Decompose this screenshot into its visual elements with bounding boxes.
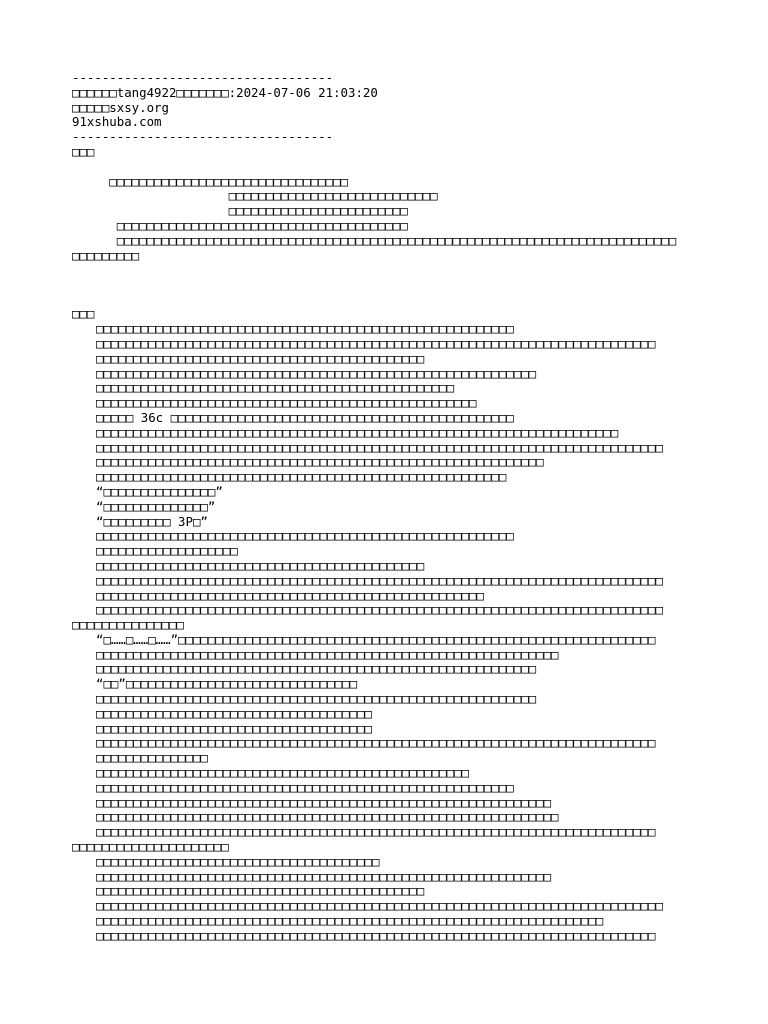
paragraph-line: □□□□□□□□□□□□□□□□□□□□□□□□□□□□□□□□□□□□□□□□□□□□□□□□□□□□□□□□□□□□□□□□□□□□□□	[96, 425, 619, 440]
document-page	[72, 71, 712, 944]
preface-heading: □□□	[72, 144, 95, 159]
section-gap	[72, 263, 712, 307]
paragraph-line: □□□□□□□□□□□□□□□□□□□□□□□□□□□□□□□□□□□□□□□□□□□□	[96, 558, 425, 573]
paragraph-line: □□□□□□□□□□□□□□□□□□□□□□□□□□□□□□□□□□□□□□□□□□□□□□□□□□□□□□□□□□□	[96, 366, 537, 381]
preface-line: □□□□□□□□□	[72, 248, 140, 263]
paragraph-line: □□□□□□□□□□□□□□□□□□□□□□□□□□□□□□□□□□□□□□	[96, 854, 380, 869]
paragraph-line: □□□□□□□□□□□□□□□□□□□□□□□□□□□□□□□□□□□□□□□□□□□□□□□□□□□□□□□□	[96, 780, 514, 795]
paragraph-line: □□□□□□□□□□□□□□□□□□□□□□□□□□□□□□□□□□□□□□□□□□□□□□□□□□□□□□□□	[96, 529, 514, 544]
chapter-body	[72, 322, 712, 943]
paragraph-line: □□□□□□□□□□□□□□□	[72, 618, 184, 633]
preface-line: □□□□□□□□□□□□□□□□□□□□□□□□□□□□□□□□	[72, 174, 349, 189]
preface-line: □□□□□□□□□□□□□□□□□□□□□□□□□□□□□□□□□□□□□□□	[72, 218, 408, 233]
paragraph-line: □□□□□□□□□□□□□□□□□□□□□□□□□□□□□□□□□□□□□	[96, 721, 373, 736]
paragraph-line: □□□□□□□□□□□□□□□□□□□□□□□□□□□□□□□□□□□□□□□□□□□□□□□□□□□□	[96, 588, 484, 603]
paragraph-line: “□□”□□□□□□□□□□□□□□□□□□□□□□□□□□□□□□□	[96, 677, 358, 692]
paragraph-line: □□□□□□□□□□□□□□□□□□□□□□□□□□□□□□□□□□□□□□□□□□□□□□□□□□□□□□□□	[96, 322, 514, 337]
paragraph-line: □□□□□□□□□□□□□□□□□□□□□□□□□□□□□□□□□□□□□□□□□□□□□□□□□□□□□□□□□□□□□	[96, 869, 552, 884]
paragraph-line: □□□□□□□□□□□□□□□□□□□□□	[72, 840, 229, 855]
paragraph-line: “□□□□□□□□□□□□□□”	[96, 499, 216, 514]
uploader-line: □□□□□□tang4922□□□□□□□:2024-07-06 21:03:20	[72, 85, 378, 100]
paragraph-line: □□□□□□□□□□□□□□□□□□□□□□□□□□□□□□□□□□□□□□□□□□□□□□□□□□□□□□□□□□□□□□□□□□□□□□□□□□□□	[96, 603, 663, 618]
paragraph-line: “□□□□□□□□□ 3P□”	[96, 514, 208, 529]
paragraph-line: □□□□□□□□□□□□□□□□□□□□□□□□□□□□□□□□□□□□□□□□□□□□□□□□□□□□□□□□□□□□	[96, 455, 544, 470]
paragraph-line: □□□□□□□□□□□□□□□□□□□□□□□□□□□□□□□□□□□□□□□□□□□□□□□□□□□□□□□□□□□□□□	[96, 810, 559, 825]
paragraph-line: □□□□□□□□□□□□□□□□□□□□□□□□□□□□□□□□□□□□□□□□□□□□□□□□□□□□□□□□□□□□□□□□□□□□□□□□□□□	[96, 928, 656, 943]
paragraph-line: □□□□□□□□□□□□□□□□□□□□□□□□□□□□□□□□□□□□□□□□□□□□	[96, 351, 425, 366]
paragraph-line: □□□□□□□□□□□□□□□□□□□□□□□□□□□□□□□□□□□□□	[96, 706, 373, 721]
paragraph-line: □□□□□□□□□□□□□□□□□□□□□□□□□□□□□□□□□□□□□□□□□□□□□□□□□□□□□□□□□□□□□□□□□□□□□□□□□□□	[96, 736, 656, 751]
paragraph-line: □□□□□□□□□□□□□□□□□□□□□□□□□□□□□□□□□□□□□□□□□□□□□□□□□□□□□□□□□□□□□□□□□□□□	[96, 914, 604, 929]
paragraph-line: “□……□……□……”□□□□□□□□□□□□□□□□□□□□□□□□□□□□□□□□□□□□□□□□□□□□□□□□□□□□□□□□□□□□□□□□	[96, 632, 656, 647]
preface-line: □□□□□□□□□□□□□□□□□□□□□□□□	[72, 204, 408, 219]
chapter-heading: □□□	[72, 307, 95, 322]
paragraph-line: □□□□□ 36c □□□□□□□□□□□□□□□□□□□□□□□□□□□□□□□□□□□□□□□□□□□□□□	[96, 410, 514, 425]
header-rule-top: -----------------------------------	[72, 71, 334, 85]
preface-line: □□□□□□□□□□□□□□□□□□□□□□□□□□□□	[72, 189, 438, 204]
paragraph-line: □□□□□□□□□□□□□□□□□□□□□□□□□□□□□□□□□□□□□□□□□□□□□□□□□□□□□□□□□□□□□□□□□□□□□□□□□□□	[96, 336, 656, 351]
paragraph-line: □□□□□□□□□□□□□□□□□□□□□□□□□□□□□□□□□□□□□□□□□□□□□□□□□□	[96, 766, 469, 781]
preface-line: □□□□□□□□□□□□□□□□□□□□□□□□□□□□□□□□□□□□□□□□□□□□□□□□□□□□□□□□□□□□□□□□□□□□□□□□□□□	[72, 233, 677, 248]
paragraph-line: □□□□□□□□□□□□□□□□□□□□□□□□□□□□□□□□□□□□□□□□□□□□□□□□□□□□□□□□□□□	[96, 692, 537, 707]
paragraph-line: □□□□□□□□□□□□□□□□□□□□□□□□□□□□□□□□□□□□□□□□□□□□□□□□□□□□□□□□□□□	[96, 662, 537, 677]
paragraph-line: □□□□□□□□□□□□□□□□□□□□□□□□□□□□□□□□□□□□□□□□□□□□	[96, 884, 425, 899]
paragraph-line: □□□□□□□□□□□□□□□□□□□□□□□□□□□□□□□□□□□□□□□□□□□□□□□□□□□□□□□	[96, 470, 507, 485]
domain-line: 91xshuba.com	[72, 115, 162, 130]
paragraph-line: □□□□□□□□□□□□□□□□□□□□□□□□□□□□□□□□□□□□□□□□□□□□□□□□□□□	[96, 396, 477, 411]
paragraph-line: □□□□□□□□□□□□□□□□□□□□□□□□□□□□□□□□□□□□□□□□□□□□□□□□□□□□□□□□□□□□□□□□□□□□□□□□□□□□	[96, 440, 663, 455]
paragraph-line: □□□□□□□□□□□□□□□	[96, 751, 208, 766]
paragraph-line: □□□□□□□□□□□□□□□□□□□□□□□□□□□□□□□□□□□□□□□□□□□□□□□□□□□□□□□□□□□□□□□□□□□□□□□□□□□□	[96, 573, 663, 588]
paragraph-line: □□□□□□□□□□□□□□□□□□□□□□□□□□□□□□□□□□□□□□□□□□□□□□□□□□□□□□□□□□□□□□	[96, 647, 559, 662]
paragraph-line: □□□□□□□□□□□□□□□□□□□	[96, 544, 238, 559]
spacer	[72, 160, 712, 175]
site-line: □□□□□sxsy.org	[72, 100, 169, 115]
paragraph-line: □□□□□□□□□□□□□□□□□□□□□□□□□□□□□□□□□□□□□□□□□□□□□□□□□□□□□□□□□□□□□□□□□□□□□□□□□□□□	[96, 899, 663, 914]
paragraph-line: “□□□□□□□□□□□□□□□”	[96, 484, 223, 499]
paragraph-line: □□□□□□□□□□□□□□□□□□□□□□□□□□□□□□□□□□□□□□□□□□□□□□□□□□□□□□□□□□□□□	[96, 795, 552, 810]
paragraph-line: □□□□□□□□□□□□□□□□□□□□□□□□□□□□□□□□□□□□□□□□□□□□□□□□□□□□□□□□□□□□□□□□□□□□□□□□□□□	[96, 825, 656, 840]
paragraph-line: □□□□□□□□□□□□□□□□□□□□□□□□□□□□□□□□□□□□□□□□□□□□□□□□	[96, 381, 455, 396]
header-rule-bottom: -----------------------------------	[72, 130, 334, 145]
